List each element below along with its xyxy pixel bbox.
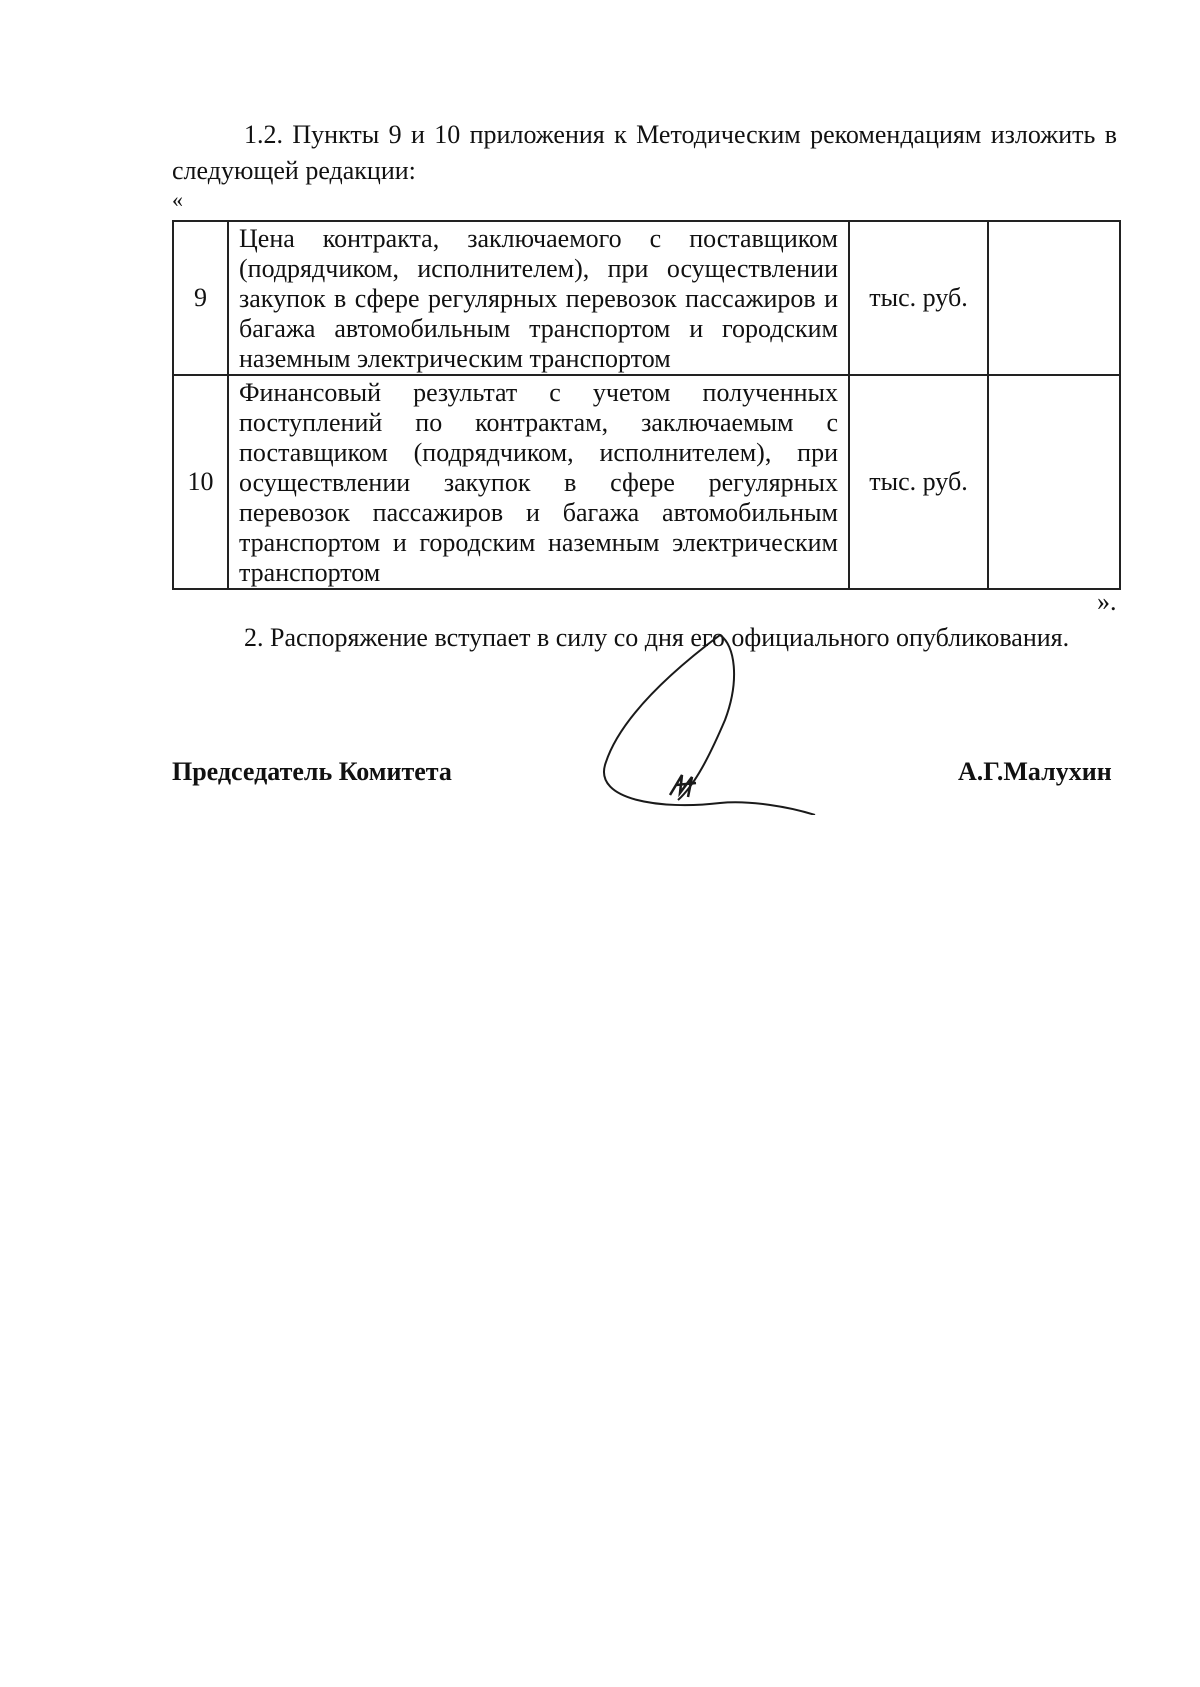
items-table (172, 220, 1121, 590)
signature-image (600, 625, 830, 815)
closing-quote: ». (1097, 587, 1117, 616)
row-description: Цена контракта, заключаемого с поставщиком (подрядчиком, исполнителем), при осуществлении закупок в сфере регулярных перевозок пассажиров и багажа автомобильным транспортом и городским наземным электрическим транспортом (228, 221, 849, 375)
row-value (988, 375, 1120, 589)
row-value (988, 221, 1120, 375)
opening-quote: « (172, 187, 183, 212)
signatory-name: А.Г.Малухин (958, 757, 1112, 786)
row-unit: тыс. руб. (849, 221, 988, 375)
table-row (173, 375, 1120, 589)
effective-date-paragraph: 2. Распоряжение вступает в силу со дня его официального опубликования. (244, 623, 1070, 652)
row-description: Финансовый результат с учетом полученных поступлений по контрактам, заключаемым с поставщиком (подрядчиком, исполнителем), при осуществлении закупок в сфере регулярных перевозок пассажиров и багажа автомобильным транспортом и городским наземным электрическим транспортом (228, 375, 849, 589)
table-row (173, 221, 1120, 375)
intro-paragraph: 1.2. Пункты 9 и 10 приложения к Методическим рекомендациям изложить в следующей редакции: (172, 120, 1117, 185)
row-number: 9 (173, 221, 228, 375)
signatory-title: Председатель Комитета (172, 757, 452, 786)
row-number: 10 (173, 375, 228, 589)
row-unit: тыс. руб. (849, 375, 988, 589)
